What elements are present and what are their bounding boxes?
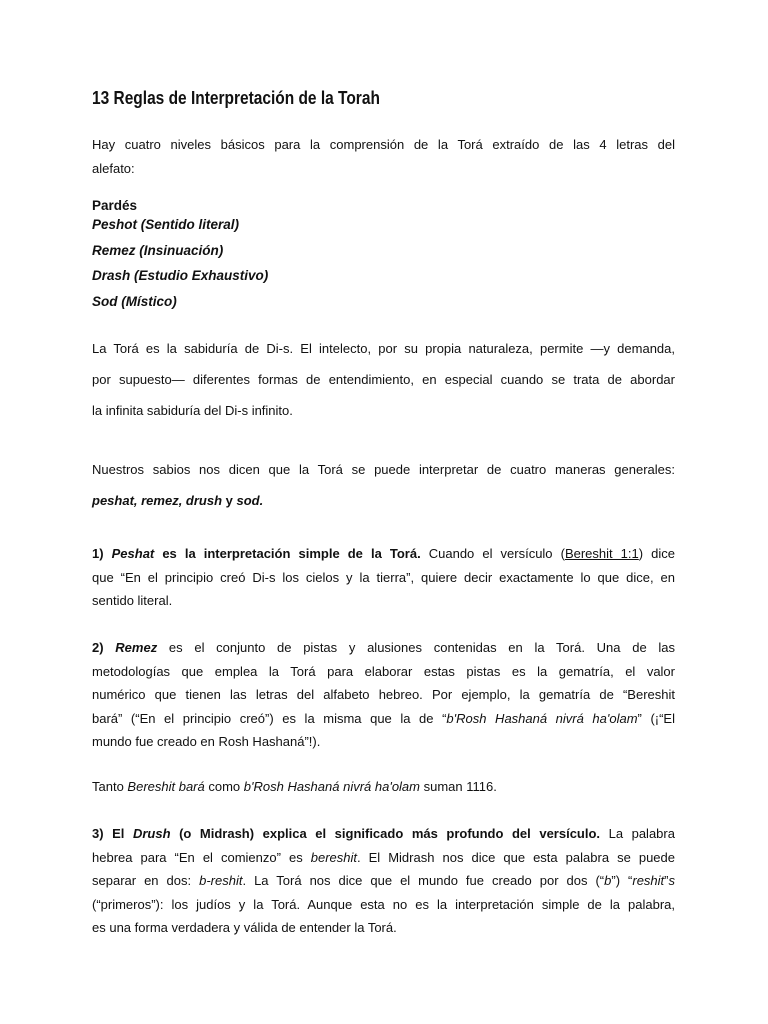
drush-line-3-c: ”) “ (611, 873, 633, 888)
drush-word-reshit: reshit (632, 873, 665, 888)
peshat-paragraph (92, 542, 675, 613)
drush-line-1-tail: La palabra (600, 826, 675, 841)
drush-line-1 (92, 822, 675, 846)
peshat-term: Peshat (111, 546, 155, 561)
peshat-text-a: Cuando el versículo ( (420, 546, 565, 561)
remez-line-2: metodologías que emplea la Torá para elaborar estas pistas es la gematría, el valor (92, 663, 675, 679)
bereshit-link[interactable]: Bereshit 1:1 (564, 546, 639, 561)
pardes-level-remez: Remez (Insinuación) (92, 243, 224, 258)
peshat-text-b: ) dice (638, 546, 676, 561)
peshat-line-2: que “En el principio creó Di-s los cielos y la tierra”, quiere decir exactamente lo que dice, en (92, 569, 675, 585)
document-title: 13 Reglas de Interpretación de la Torah (92, 88, 380, 108)
remez-line-1-text: es el conjunto de pistas y alusiones contenidas en la Torá. Una de las (157, 640, 676, 655)
wisdom-line-1: La Torá es la sabiduría de Di-s. El intelecto, por su propia naturaleza, permite —y demanda, (92, 341, 675, 356)
sages-and: y (222, 493, 237, 508)
drush-line-3-d: ” (664, 873, 669, 888)
wisdom-line-3: la infinita sabiduría del Di-s infinito. (92, 403, 293, 418)
sages-last-term: sod. (236, 493, 264, 508)
peshat-heading: es la interpretación simple de la Torá. (154, 546, 421, 561)
drush-line-3 (92, 869, 675, 893)
sages-line-1: Nuestros sabios nos dicen que la Torá se puede interpretar de cuatro maneras generales: (92, 462, 675, 477)
sum-paragraph (92, 775, 675, 799)
remez-line-5: mundo fue creado en Rosh Hashaná”!). (92, 734, 321, 749)
sages-line-2 (92, 485, 675, 516)
intro-line-1: Hay cuatro niveles básicos para la comprensión de la Torá extraído de las 4 letras del (92, 137, 675, 152)
wisdom-line-2: por supuesto— diferentes formas de entendimiento, en especial cuando se trata de abordar (92, 372, 675, 387)
drush-line-2-b: . El Midrash nos dice que esta palabra se puede (356, 849, 675, 865)
drush-line-3-b: . La Torá nos dice que el mundo fue creado por dos (“ (242, 873, 605, 888)
pardes-heading: Pardés (92, 198, 138, 213)
remez-line-3: numérico que tienen las letras del alfabeto hebreo. Por ejemplo, la gematría de “Bereshit (92, 687, 675, 702)
sum-text-a: Tanto (92, 779, 128, 794)
remez-term: Remez (115, 640, 158, 655)
drush-number: 3) El (92, 826, 133, 841)
remez-paragraph (92, 636, 675, 754)
drush-line-4: (“primeros”): los judíos y la Torá. Aunque esta no es la interpretación simple de la palabra, (92, 896, 675, 912)
remez-rosh-hashana-phrase: b'Rosh Hashaná nivrá ha'olam (446, 710, 638, 726)
sum-phrase-2: b'Rosh Hashaná nivrá ha'olam (243, 779, 420, 794)
peshat-number: 1) (92, 546, 112, 561)
sum-phrase-1: Bereshit bará (127, 779, 205, 794)
drush-paragraph (92, 822, 675, 940)
wisdom-paragraph (92, 333, 675, 426)
sum-text-b: como (204, 779, 244, 794)
remez-number: 2) (92, 640, 116, 655)
pardes-level-peshot: Peshot (Sentido literal) (92, 217, 240, 232)
drush-line-3-a: separar en dos: (92, 873, 200, 888)
remez-line-4 (92, 707, 675, 731)
sum-text-c: suman 1116. (420, 779, 497, 794)
drush-term: Drush (132, 826, 171, 841)
remez-line-1 (92, 636, 675, 660)
remez-line-4-a: bará” (“En el principio creó”) es la misma que la de “ (92, 710, 447, 726)
drush-word-bereshit: bereshit (310, 849, 357, 865)
drush-heading: (o Midrash) explica el significado más profundo del versículo. (170, 826, 601, 841)
pardes-level-drash: Drash (Estudio Exhaustivo) (92, 268, 269, 283)
pardes-level-sod: Sod (Místico) (92, 294, 177, 309)
intro-paragraph (92, 133, 675, 180)
sages-paragraph (92, 454, 675, 516)
drush-letter-b: b (604, 873, 612, 888)
sages-terms: peshat, remez, drush (92, 493, 223, 508)
drush-word-b-reshit: b-reshit (199, 873, 243, 888)
drush-line-2 (92, 846, 675, 870)
peshat-line-3: sentido literal. (92, 593, 173, 608)
intro-line-2: alefato: (92, 160, 135, 176)
drush-line-5: es una forma verdadera y válida de entender la Torá. (92, 920, 397, 935)
drush-line-2-a: hebrea para “En el comienzo” es (92, 849, 311, 865)
drush-letter-s: s (668, 873, 675, 888)
peshat-line-1 (92, 542, 675, 566)
remez-line-4-b: ” (¡“El (637, 710, 675, 726)
